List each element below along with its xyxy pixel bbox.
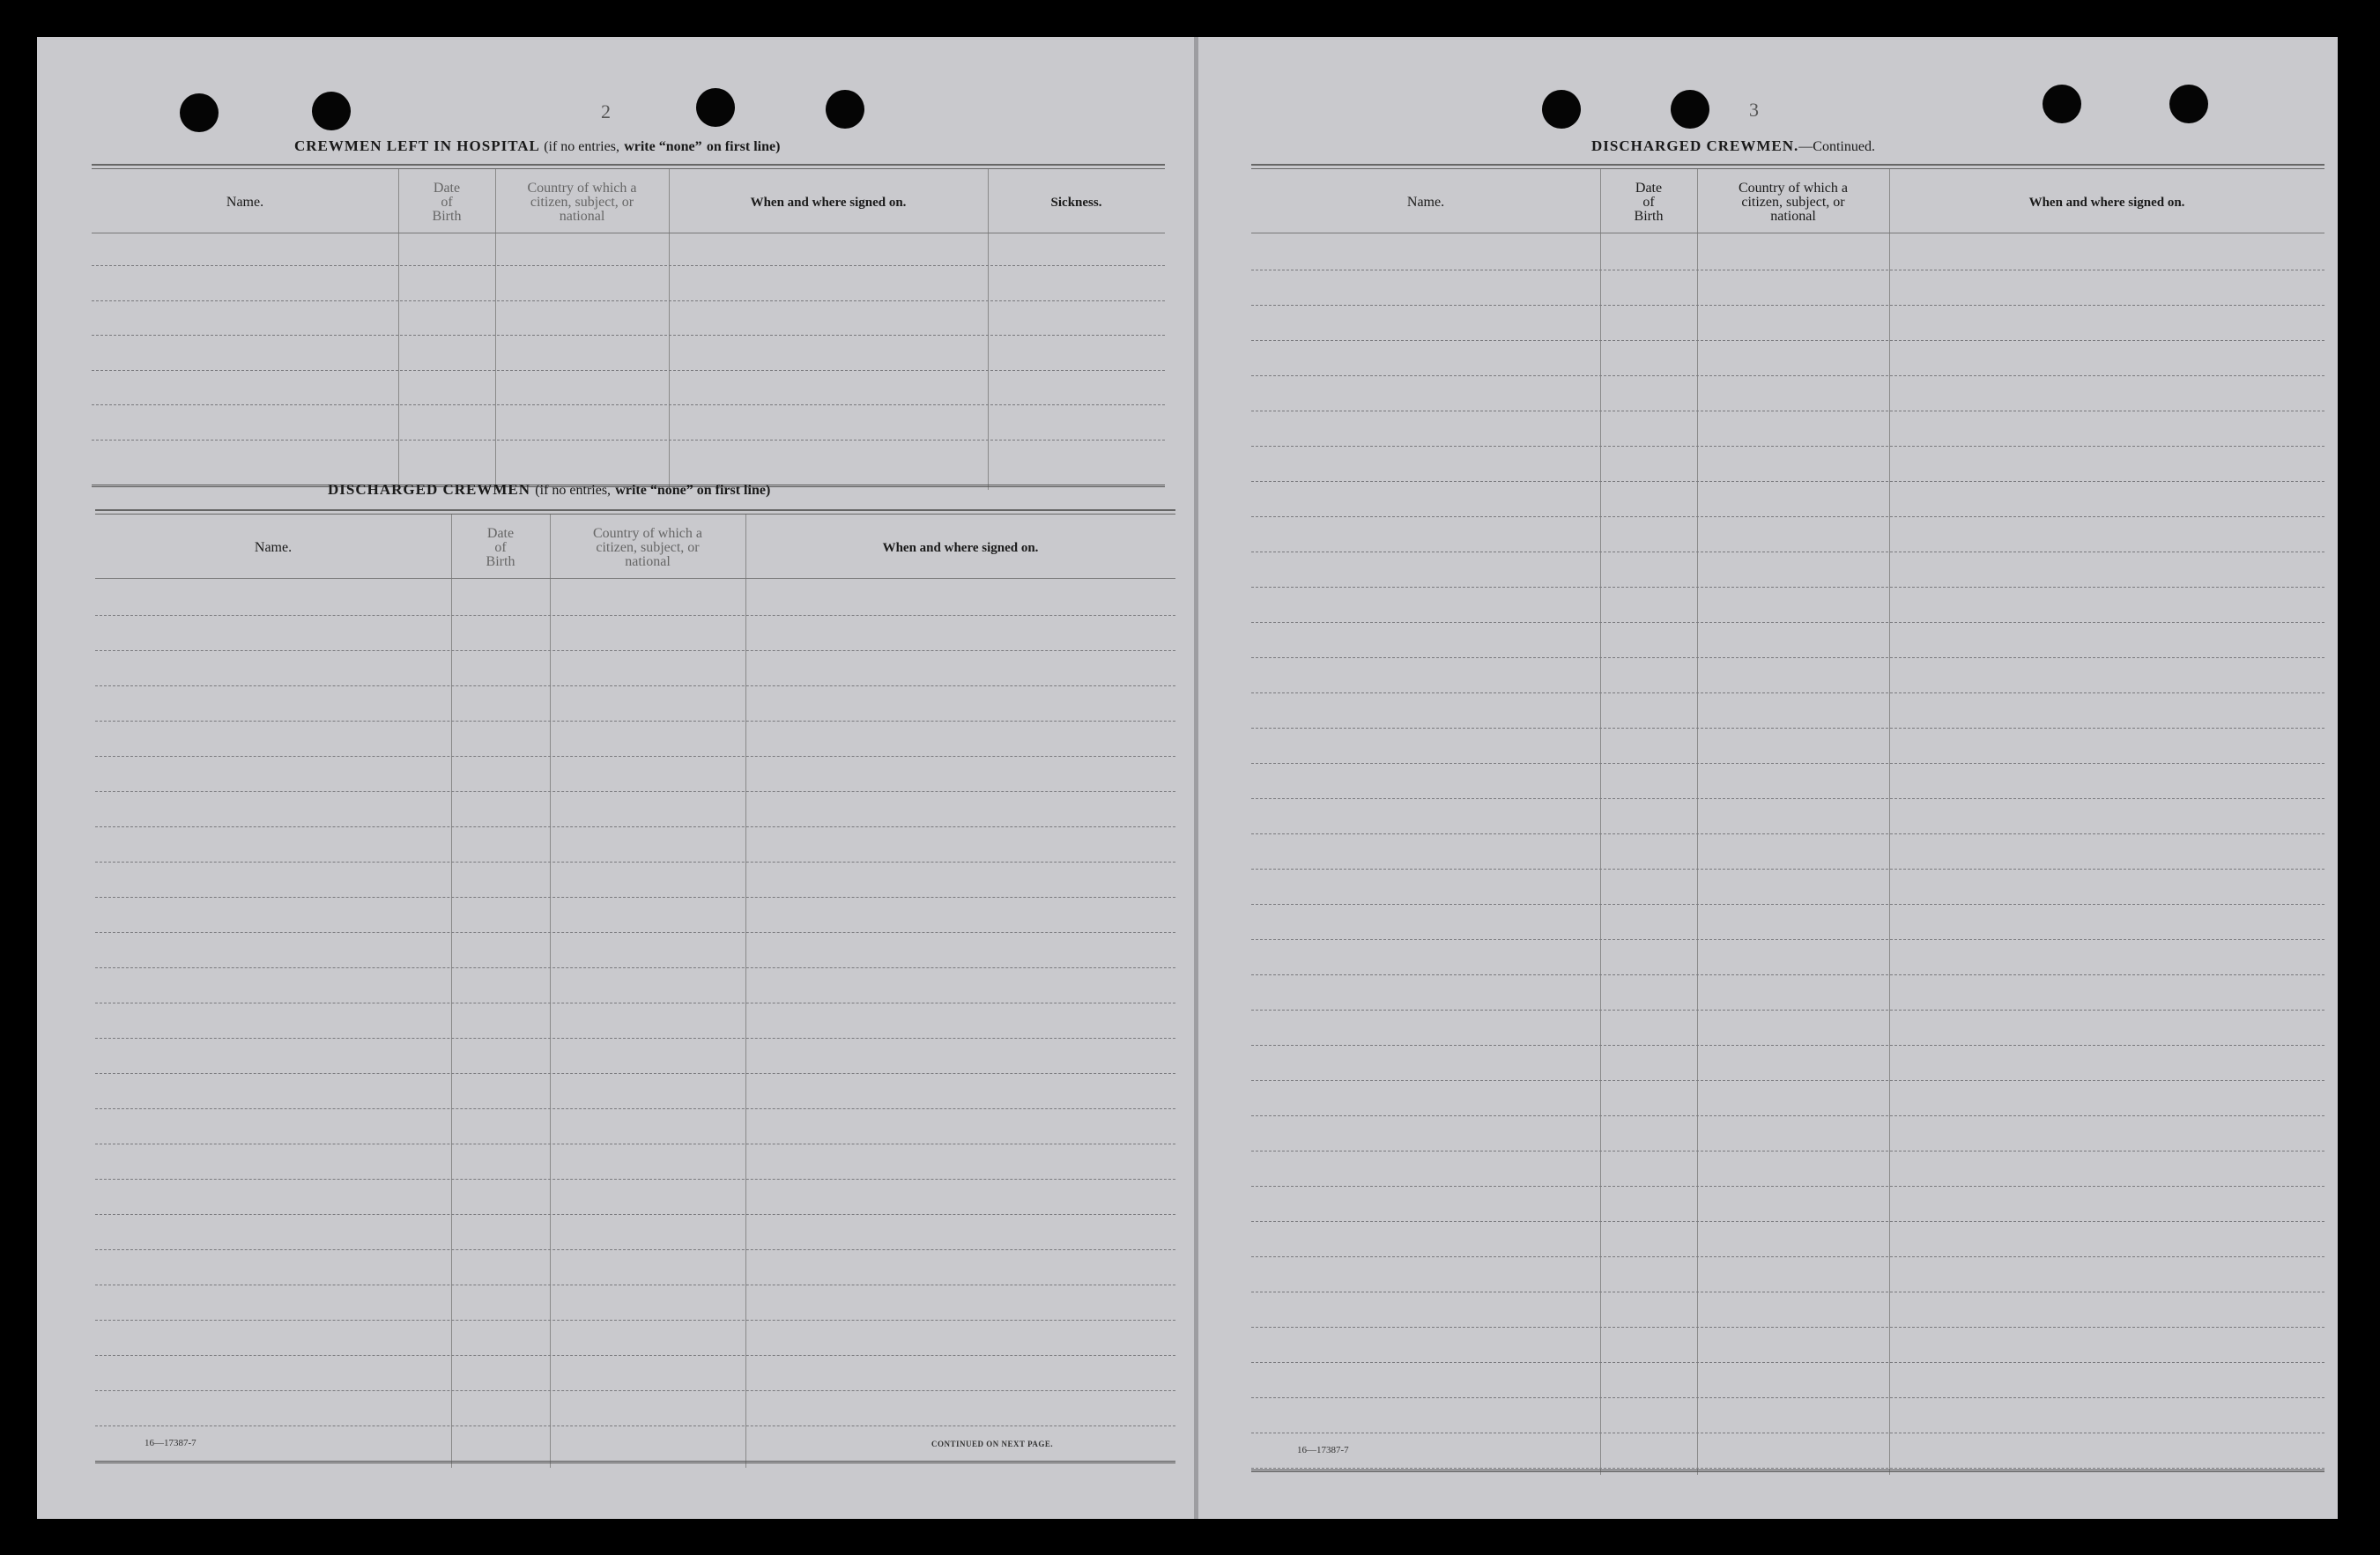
column-header-signed-on: When and where signed on.	[750, 196, 907, 210]
column-header-date-of-birth: Date of Birth	[486, 526, 515, 569]
table-row	[95, 862, 1175, 863]
table-row	[1251, 798, 2324, 799]
table-row	[1251, 305, 2324, 306]
continued-note: CONTINUED ON NEXT PAGE.	[931, 1440, 1054, 1448]
table-row	[95, 897, 1175, 898]
table-row	[95, 1249, 1175, 1250]
discharged-table-left	[95, 509, 1175, 1468]
page-number: 2	[601, 100, 611, 122]
discharged-table-right	[1251, 164, 2324, 1475]
table-row	[92, 265, 1165, 266]
table-row	[95, 1073, 1175, 1074]
table-row	[95, 756, 1175, 757]
form-number: 16—17387-7	[1297, 1445, 1349, 1455]
table-row	[95, 791, 1175, 792]
table-row	[1251, 974, 2324, 975]
column-header-name: Name.	[254, 540, 293, 555]
table-row	[1251, 446, 2324, 447]
table-row	[1251, 622, 2324, 623]
table-row	[92, 404, 1165, 405]
table-row	[95, 1038, 1175, 1039]
table-row	[1251, 1186, 2324, 1187]
page-number: 3	[1749, 99, 1759, 121]
punch-hole	[180, 93, 219, 132]
punch-hole	[1671, 90, 1709, 129]
section-instruction: (if no entries,	[544, 139, 619, 154]
table-row	[1251, 1045, 2324, 1046]
table-row	[95, 615, 1175, 616]
punch-hole	[696, 88, 735, 127]
table-row	[95, 1214, 1175, 1215]
column-header-date-of-birth: Date of Birth	[1634, 181, 1664, 224]
column-header-country: Country of which a citizen, subject, or national	[593, 526, 702, 569]
section-instruction: on first line)	[706, 139, 781, 154]
table-row	[1251, 1397, 2324, 1398]
section-title-text: DISCHARGED CREWMEN.	[1591, 137, 1799, 154]
table-row	[95, 685, 1175, 686]
table-row	[1251, 340, 2324, 341]
section-instruction: write “none” on first line)	[615, 483, 771, 498]
punch-hole	[2043, 85, 2081, 123]
discharged-section-title	[328, 481, 770, 499]
table-row	[1251, 587, 2324, 588]
table-row	[1251, 1327, 2324, 1328]
table-row	[92, 300, 1165, 301]
table-row	[95, 1355, 1175, 1356]
table-row	[1251, 728, 2324, 729]
right-page	[1198, 37, 2338, 1519]
table-row	[95, 967, 1175, 968]
left-page	[37, 37, 1195, 1519]
punch-hole	[1542, 90, 1581, 129]
table-row	[1251, 763, 2324, 764]
table-row	[1251, 1362, 2324, 1363]
table-row	[95, 1320, 1175, 1321]
punch-hole	[826, 90, 864, 129]
table-row	[95, 826, 1175, 827]
table-row	[1251, 1468, 2324, 1469]
table-row	[1251, 1080, 2324, 1081]
form-number: 16—17387-7	[145, 1438, 196, 1448]
column-header-signed-on: When and where signed on.	[882, 541, 1039, 555]
table-row	[1251, 375, 2324, 376]
table-row	[1251, 869, 2324, 870]
table-row	[1251, 904, 2324, 905]
hospital-section-title	[294, 137, 780, 155]
section-instruction: write “none”	[624, 139, 702, 154]
section-title-text: DISCHARGED CREWMEN	[328, 481, 531, 498]
discharged-continued-title	[1591, 137, 1875, 155]
table-row	[1251, 1115, 2324, 1116]
table-row	[95, 1425, 1175, 1426]
table-row	[95, 1108, 1175, 1109]
hospital-table	[92, 164, 1165, 490]
table-row	[95, 1179, 1175, 1180]
table-row	[95, 1390, 1175, 1391]
table-row	[92, 440, 1165, 441]
table-row	[1251, 516, 2324, 517]
table-row	[92, 370, 1165, 371]
table-row	[1251, 481, 2324, 482]
table-row	[95, 650, 1175, 651]
section-instruction: (if no entries,	[535, 483, 612, 498]
column-header-country: Country of which a citizen, subject, or national	[527, 181, 637, 224]
column-header-date-of-birth: Date of Birth	[432, 181, 462, 224]
column-header-country: Country of which a citizen, subject, or national	[1739, 181, 1848, 224]
table-row	[1251, 1256, 2324, 1257]
punch-hole	[2169, 85, 2208, 123]
table-row	[1251, 1010, 2324, 1011]
table-row	[95, 721, 1175, 722]
punch-hole	[312, 92, 351, 130]
table-row	[1251, 1221, 2324, 1222]
column-header-signed-on: When and where signed on.	[2028, 196, 2185, 210]
continued-label: —Continued.	[1798, 139, 1875, 154]
section-title-text: CREWMEN LEFT IN HOSPITAL	[294, 137, 539, 154]
table-row	[95, 932, 1175, 933]
column-header-name: Name.	[226, 195, 264, 210]
table-row	[1251, 833, 2324, 834]
column-header-sickness: Sickness.	[1050, 196, 1102, 210]
column-header-name: Name.	[1406, 195, 1445, 210]
table-row	[1251, 657, 2324, 658]
table-row	[1251, 939, 2324, 940]
table-row	[92, 335, 1165, 336]
table-row	[1251, 692, 2324, 693]
